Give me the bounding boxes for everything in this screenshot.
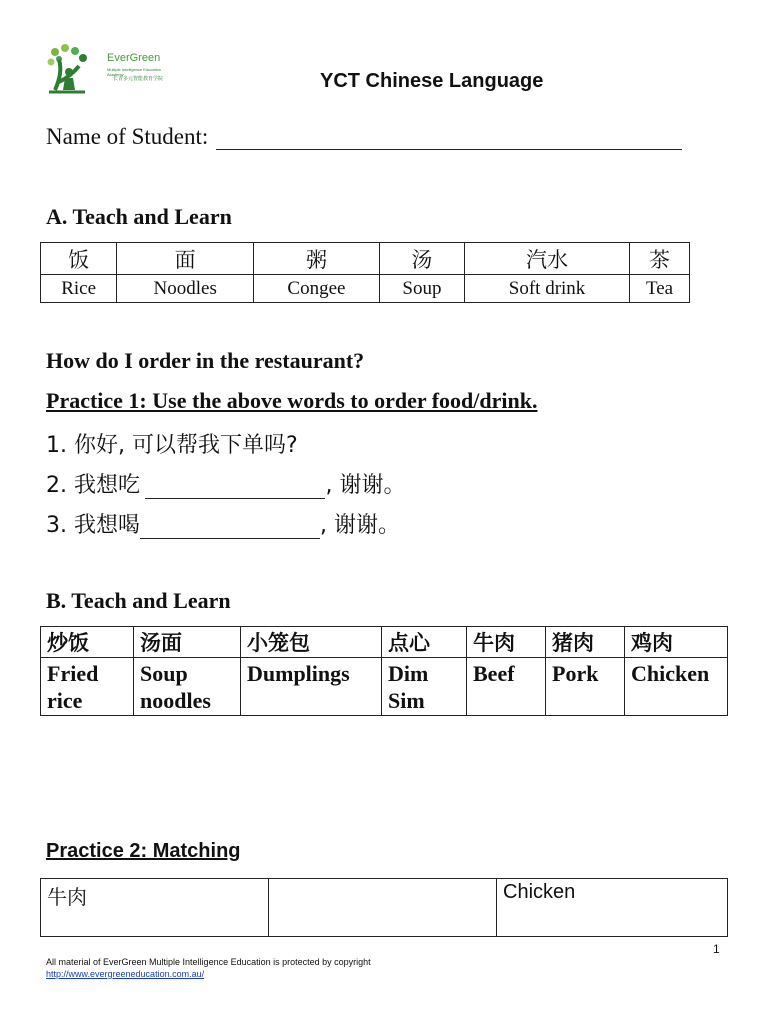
practice-line-3-suffix: , 谢谢。	[319, 513, 400, 538]
vocab-en-line: Pork	[552, 661, 599, 686]
table-row	[41, 243, 690, 275]
section-b-heading: B. Teach and Learn	[46, 588, 231, 613]
table-row	[41, 275, 690, 303]
vocab-en-line: Chicken	[631, 661, 710, 686]
practice-line-2-suffix: , 谢谢。	[325, 473, 406, 498]
vocab-en-cell: Rice	[41, 275, 117, 303]
vocab-en-cell: Soft drink	[465, 275, 630, 303]
vocab-en-line: rice	[47, 688, 83, 713]
practice-line-1-text: 1. 你好, 可以帮我下单吗?	[46, 433, 298, 458]
vocab-en-cell	[382, 658, 467, 716]
practice-1-title: Practice 1: Use the above words to order food/drink.	[46, 388, 538, 413]
restaurant-question: How do I order in the restaurant?	[46, 348, 365, 373]
practice-line-3-blank[interactable]	[140, 518, 320, 539]
vocab-table-b	[40, 626, 728, 716]
vocab-en-line: Sim	[388, 688, 425, 713]
vocab-cn-cell: 面	[117, 243, 254, 275]
copyright-notice: All material of EverGreen Multiple Intelligence Education is protected by copyright	[46, 957, 371, 967]
vocab-cn-cell: 茶	[630, 243, 690, 275]
matching-table	[40, 878, 728, 937]
vocab-en-line: Dim	[388, 661, 429, 686]
practice-line-3	[46, 508, 400, 539]
vocab-en-line: Beef	[473, 661, 515, 686]
practice-2-title: Practice 2: Matching	[46, 840, 241, 862]
table-row	[41, 658, 728, 716]
vocab-cn-cell: 汤面	[134, 627, 241, 658]
practice-line-2-prefix: 2. 我想吃	[46, 473, 140, 498]
vocab-cn-cell: 点心	[382, 627, 467, 658]
student-name-label: Name of Student:	[46, 124, 209, 149]
vocab-en-cell	[134, 658, 241, 716]
page-number: 1	[713, 942, 720, 956]
website-link[interactable]: http://www.evergreeneducation.com.au/	[46, 969, 205, 979]
vocab-cn-cell: 鸡肉	[625, 627, 728, 658]
vocab-en-cell	[241, 658, 382, 716]
evergreen-logo	[45, 42, 180, 97]
practice-line-3-prefix: 3. 我想喝	[46, 513, 140, 538]
student-name-row	[46, 124, 682, 150]
vocab-en-line: Soup	[140, 661, 188, 686]
logo-chinese-name: 长青多元智能教育学院	[113, 76, 164, 82]
vocab-en-line: Fried	[47, 661, 99, 686]
practice-line-2	[46, 468, 405, 499]
matching-cell: 牛肉	[41, 879, 269, 937]
vocab-en-cell: Soup	[379, 275, 464, 303]
vocab-en-line: noodles	[140, 688, 211, 713]
practice-line-1	[46, 428, 298, 459]
vocab-cn-cell: 粥	[254, 243, 380, 275]
section-a-heading: A. Teach and Learn	[46, 204, 232, 229]
student-name-blank[interactable]	[216, 127, 682, 150]
logo-subtitle: Multiple Intelligence Education Academy	[107, 67, 162, 77]
vocab-en-cell: Tea	[630, 275, 690, 303]
practice-line-2-blank[interactable]	[145, 478, 325, 499]
vocab-en-cell	[41, 658, 134, 716]
vocab-table-a	[40, 242, 690, 303]
vocab-en-cell	[625, 658, 728, 716]
vocab-en-cell	[546, 658, 625, 716]
matching-cell: Chicken	[497, 879, 728, 937]
vocab-cn-cell: 汽水	[465, 243, 630, 275]
vocab-cn-cell: 炒饭	[41, 627, 134, 658]
vocab-en-cell: Congee	[254, 275, 380, 303]
table-row	[41, 879, 728, 937]
vocab-cn-cell: 汤	[379, 243, 464, 275]
document-title: YCT Chinese Language	[320, 70, 544, 92]
tree-logo-icon	[45, 42, 105, 97]
matching-cell[interactable]	[269, 879, 497, 937]
vocab-cn-cell: 饭	[41, 243, 117, 275]
logo-name: EverGreen	[107, 52, 161, 64]
vocab-cn-cell: 猪肉	[546, 627, 625, 658]
vocab-cn-cell: 牛肉	[467, 627, 546, 658]
vocab-en-cell	[467, 658, 546, 716]
table-row	[41, 627, 728, 658]
footer	[46, 957, 371, 979]
vocab-en-line: Dumplings	[247, 661, 350, 686]
vocab-cn-cell: 小笼包	[241, 627, 382, 658]
vocab-en-cell: Noodles	[117, 275, 254, 303]
